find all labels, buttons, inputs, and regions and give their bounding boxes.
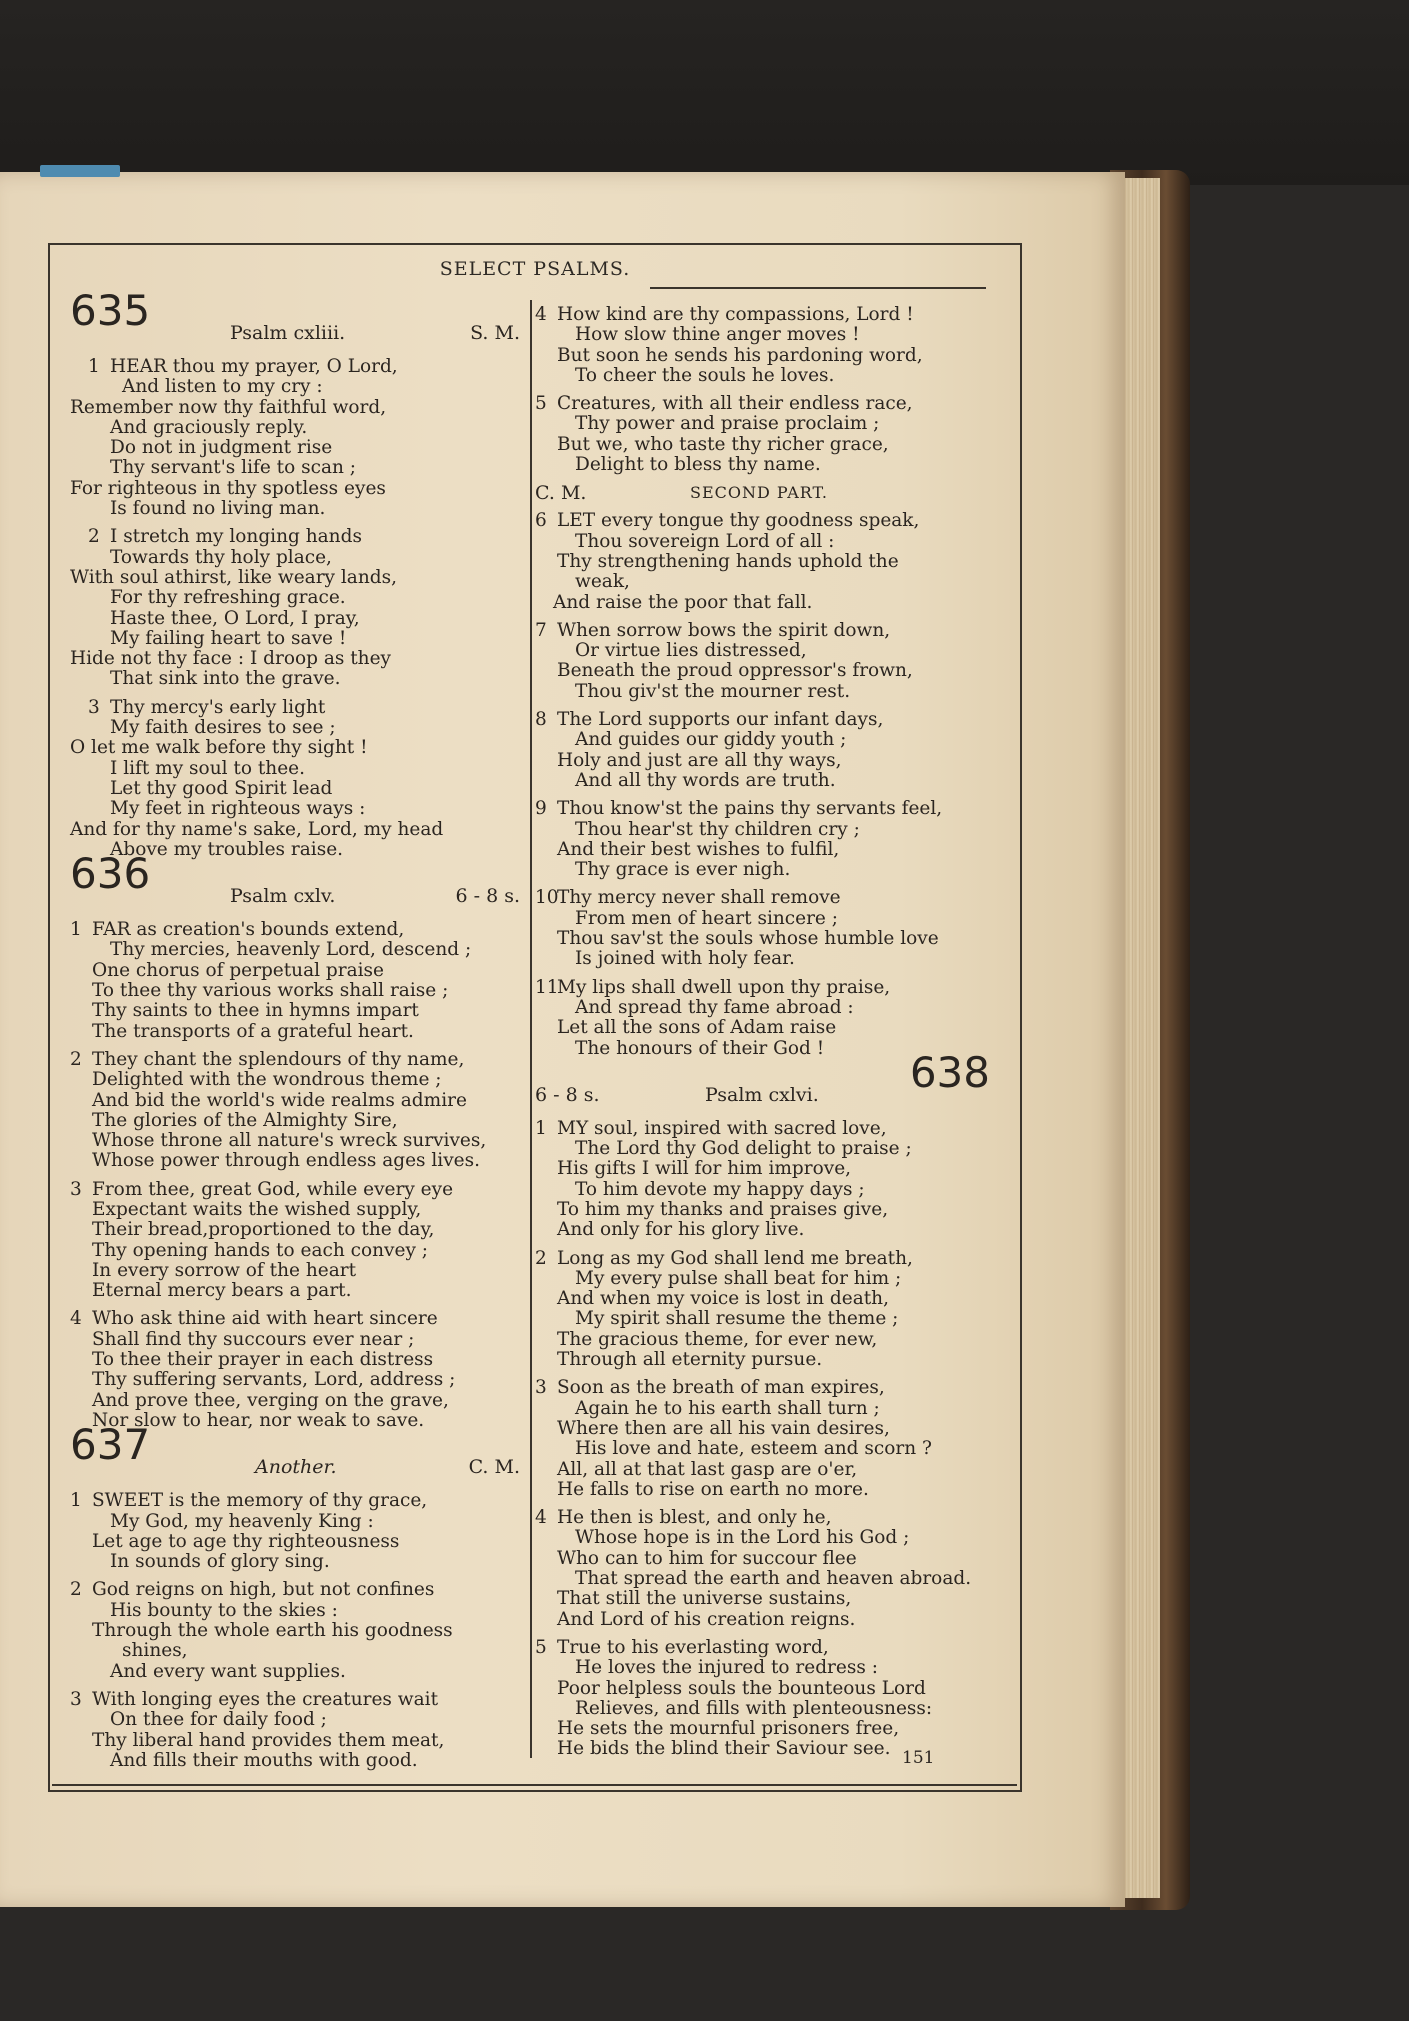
hymn-number: 635 (70, 286, 151, 335)
hymn-637-header (70, 1420, 530, 1487)
meter: 6 - 8 s. (455, 885, 520, 908)
hymn-number: 636 (70, 849, 151, 899)
meter: C. M. (468, 1456, 520, 1479)
stanza: 7 When sorrow bows the spirit down, Or virtue lies distressed, Beneath the proud oppressor's frown, Thou giv'st the mourner rest. (535, 619, 913, 702)
column-divider (530, 300, 532, 1758)
stanza: 6 LET every tongue thy goodness speak, Thou sovereign Lord of all : Thy strengthening hands uphold the weak, And raise the poor that fall. (535, 510, 920, 613)
second-part-header (535, 483, 1000, 507)
stanza: 5 True to his everlasting word, He loves the injured to redress : Poor helpless souls the bounteous Lord Relieves, and fills with plenteousness: He sets the mournful prisoners free, He bids the blind their Saviour see. (535, 1636, 933, 1760)
running-header: SELECT PSALMS. (439, 258, 631, 280)
psalm-title: Another. (255, 1456, 337, 1479)
meter: S. M. (470, 322, 520, 344)
stanza: 1 MY soul, inspired with sacred love, The Lord thy God delight to praise ; His gifts I will for him improve, To him devote my happy days ; To him my thanks and praises give, And only for his glory live. (535, 1117, 912, 1241)
stanza: 4 He then is blest, and only he, Whose hope is in the Lord his God ; Who can to him for succour flee That spread the earth and heaven abroad. That still the universe sustains, And Lord of his creation reigns. (535, 1507, 972, 1630)
stanza: 5 Creatures, with all their endless race, Thy power and praise proclaim ; But we, who taste thy richer grace, Delight to bless thy name. (535, 393, 913, 476)
page-number: 151 (902, 1748, 935, 1768)
psalm-title: Psalm cxlv. (230, 885, 336, 908)
right-column (535, 305, 1000, 1768)
stanza: 11My lips shall dwell upon thy praise, And spread thy fame abroad : Let all the sons of Adam raise The honours of their God ! (535, 976, 891, 1059)
section-title: SECOND PART. (690, 483, 828, 503)
stanza: 1 HEAR thou my prayer, O Lord, And listen to my cry : Remember now thy faithful word, And graciously reply. Do not in judgment rise Thy servant's life to scan ; For righteous in thy spotless eyes Is found no living man. (70, 356, 398, 520)
header-rule (650, 287, 986, 289)
stanza: 2 I stretch my longing hands Towards thy holy place, With soul athirst, like weary lands, For thy refreshing grace. Haste thee, O Lord, I pray, My failing heart to save ! Hide not thy face : I droop as they That sink into the grave. (70, 526, 397, 690)
ribbon-marker (40, 165, 120, 177)
hymn-number: 637 (70, 1420, 151, 1470)
stanza: 3 Thy mercy's early light My faith desires to see ; O let me walk before thy sight ! I lift my soul to thee. Let thy good Spirit lead My feet in righteous ways : And for thy name's sake, Lord, my head Above my troubles raise. (70, 696, 444, 860)
stanza: 2 God reigns on high, but not confines His bounty to the skies : Through the whole earth his goodness shines, And every want supplies. (70, 1579, 453, 1682)
stanza: 8 The Lord supports our infant days, And guides our giddy youth ; Holy and just are all thy ways, And all thy words are truth. (535, 709, 884, 791)
hymn-636-header (70, 849, 530, 916)
stanza: 1 FAR as creation's bounds extend, Thy mercies, heavenly Lord, descend ; One chorus of perpetual praise To thee thy various works shall raise ; Thy saints to thee in hymns impart The transports of a grateful heart. (70, 919, 472, 1042)
meter: C. M. (535, 482, 587, 505)
stanza: 4 How kind are thy compassions, Lord ! How slow thine anger moves ! But soon he sends his pardoning word, To cheer the souls he loves. (535, 304, 923, 386)
stanza: 2 Long as my God shall lend me breath, My every pulse shall beat for him ; And when my voice is lost in death, My spirit shall resume the theme ; The gracious theme, for ever new, Through all eternity pursue. (535, 1247, 913, 1371)
stanza: 3 From thee, great God, while every eye Expectant waits the wished supply, Their bread,proportioned to the day, Thy opening hands to each convey ; In every sorrow of the heart Eternal mercy bears a part. (70, 1178, 454, 1302)
stanza: 3 With longing eyes the creatures wait On thee for daily food ; Thy liberal hand provides them meat, And fills their mouths with good. (70, 1688, 445, 1771)
stanza: 4 Who ask thine aid with heart sincere Shall find thy succours ever near ; To thee their prayer in each distress Thy suffering servants, Lord, address ; And prove thee, verging on the grave, Nor slow to hear, nor weak to save. (70, 1308, 456, 1431)
hymn-638-header (535, 1047, 1000, 1115)
stanza: 2 They chant the splendours of thy name, Delighted with the wondrous theme ; And bid the world's wide realms admire The glories of the Almighty Sire, Whose throne all nature's wreck survives, Whose power through endless ages lives. (70, 1048, 487, 1172)
psalm-title: Psalm cxliii. (230, 322, 346, 344)
stanza: 3 Soon as the breath of man expires, Again he to his earth shall turn ; Where then are all his vain desires, His love and hate, esteem and scorn ? All, all at that last gasp are o'er, He falls to rise on earth no more. (535, 1377, 932, 1500)
background (0, 0, 1409, 185)
footer-rule (52, 1784, 1017, 1786)
hymn-635-header (70, 286, 530, 353)
stanza: 1 SWEET is the memory of thy grace, My God, my heavenly King : Let age to age thy righteousness In sounds of glory sing. (70, 1490, 428, 1573)
stanza: 9 Thou know'st the pains thy servants feel, Thou hear'st thy children cry ; And their best wishes to fulfil, Thy grace is ever nigh. (535, 798, 943, 881)
left-column (70, 286, 530, 1779)
hymn-number: 638 (909, 1047, 990, 1097)
psalm-title: Psalm cxlvi. (705, 1083, 819, 1106)
meter: 6 - 8 s. (535, 1083, 600, 1106)
stanza: 10Thy mercy never shall remove From men of heart sincere ; Thou sav'st the souls whose humble love Is joined with holy fear. (535, 887, 939, 970)
